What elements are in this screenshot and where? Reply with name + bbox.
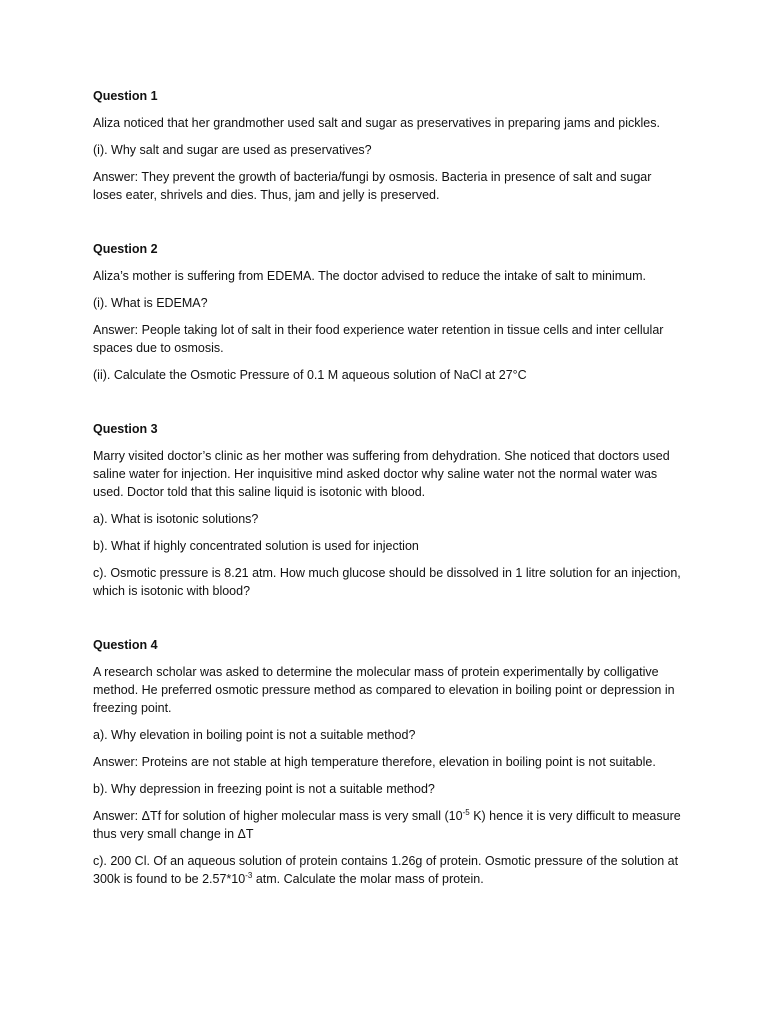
answer-text-part: Answer: ΔTf for solution of higher molecular mass is very small (10 [93, 809, 463, 823]
question-2 [93, 240, 683, 384]
document-page [93, 87, 683, 897]
question-1 [93, 87, 683, 204]
superscript: -3 [245, 871, 253, 880]
superscript: -5 [462, 808, 470, 817]
question-text-part: c). 200 Cl. Of an aqueous solution of protein contains 1.26g of protein. Osmotic pressure of the solution at 300k is found to be 2.57*10 [93, 854, 679, 886]
sub-question: (i). What is EDEMA? [93, 296, 208, 310]
sub-question: a). Why elevation in boiling point is not a suitable method? [93, 728, 416, 742]
question-title: Question 4 [93, 638, 158, 652]
answer-text: Answer: Proteins are not stable at high temperature therefore, elevation in boiling point is not suitable. [93, 755, 656, 769]
answer-text: Answer: They prevent the growth of bacteria/fungi by osmosis. Bacteria in presence of salt and sugar loses eater, shrivels and dies. Thus, jam and jelly is preserved. [93, 170, 652, 202]
question-text: Aliza noticed that her grandmother used salt and sugar as preservatives in preparing jams and pickles. [93, 116, 660, 130]
sub-question: c). Osmotic pressure is 8.21 atm. How much glucose should be dissolved in 1 litre solution for an injection, which is isotonic with blood? [93, 566, 681, 598]
question-title: Question 1 [93, 89, 158, 103]
question-text: A research scholar was asked to determine the molecular mass of protein experimentally by colligative method. He preferred osmotic pressure method as compared to elevation in boiling point or depression in freezing point. [93, 665, 675, 715]
sub-question [93, 852, 683, 888]
sub-question: (ii). Calculate the Osmotic Pressure of 0.1 M aqueous solution of NaCl at 27°C [93, 368, 527, 382]
answer-text: Answer: People taking lot of salt in their food experience water retention in tissue cells and inter cellular spaces due to osmosis. [93, 323, 664, 355]
sub-question: (i). Why salt and sugar are used as preservatives? [93, 143, 372, 157]
question-title: Question 3 [93, 422, 158, 436]
question-title: Question 2 [93, 242, 158, 256]
answer-text [93, 807, 683, 843]
answer-text-part: K) hence it is very difficult to measure thus very small change in ΔT [93, 809, 681, 841]
question-text: Aliza’s mother is suffering from EDEMA. The doctor advised to reduce the intake of salt to minimum. [93, 269, 647, 283]
sub-question: a). What is isotonic solutions? [93, 512, 259, 526]
sub-question: b). What if highly concentrated solution is used for injection [93, 539, 419, 553]
question-text-part: atm. Calculate the molar mass of protein. [252, 872, 484, 886]
question-text: Marry visited doctor’s clinic as her mother was suffering from dehydration. She noticed that doctors used saline water for injection. Her inquisitive mind asked doctor why saline water not the normal water was used. Doctor told that this saline liquid is isotonic with blood. [93, 449, 670, 499]
question-4 [93, 636, 683, 888]
sub-question: b). Why depression in freezing point is not a suitable method? [93, 782, 435, 796]
question-3 [93, 420, 683, 600]
